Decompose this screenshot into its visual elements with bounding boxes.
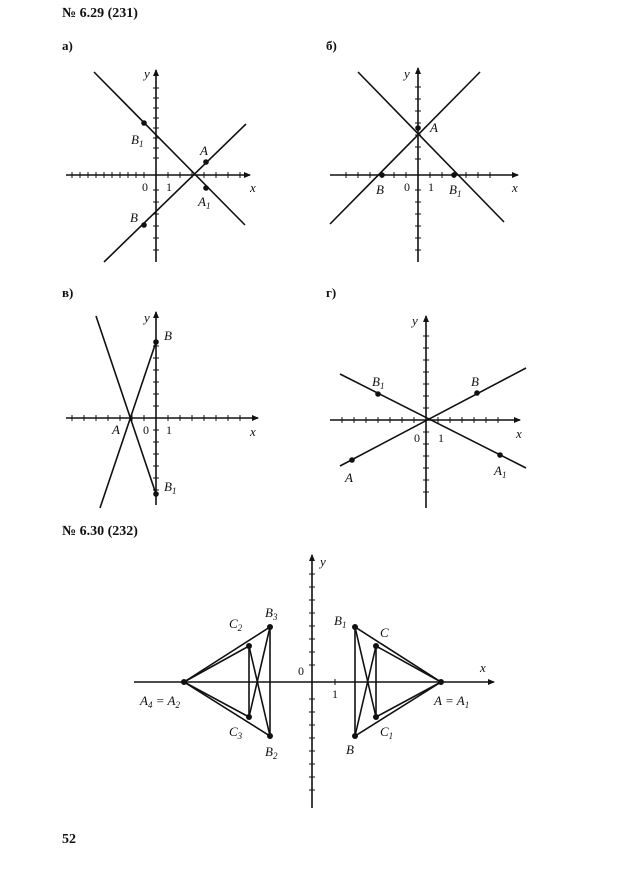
- graph-v-line-1: [96, 316, 156, 494]
- page-number: 52: [62, 832, 76, 847]
- graph-630-label-C: C: [380, 625, 389, 640]
- graph-g-point-B: [474, 390, 480, 396]
- problem-6-29-title: № 6.29 (231): [62, 6, 138, 21]
- graph-a-point-B1: [141, 120, 147, 126]
- graph-v-origin-label: 0: [143, 423, 149, 437]
- graph-630-point-C: [373, 643, 379, 649]
- graph-b-line-2: [358, 72, 504, 222]
- graph-630-point-A: [438, 679, 444, 685]
- graph-630-point-C3: [246, 714, 252, 720]
- graph-g-label-A: A: [345, 470, 353, 485]
- graph-a-points: [141, 120, 209, 228]
- graph-a: [66, 70, 250, 262]
- problem-6-30-title: № 6.30 (232): [62, 524, 138, 539]
- graph-v-label-A: A: [112, 422, 120, 437]
- graph-630-label-C3: $C_3$: [229, 724, 243, 741]
- graph-v-x-label: x: [250, 424, 256, 439]
- graph-630-label-B: B: [346, 742, 354, 757]
- graph-a-label-A1: $A_1$: [198, 194, 211, 211]
- graph-g: [330, 316, 526, 508]
- graph-b-label-A: A: [430, 120, 438, 135]
- graph-g-unit-label: 1: [438, 431, 444, 445]
- graph-b-point-B: [379, 172, 385, 178]
- graph-v-label-B: B: [164, 328, 172, 343]
- graph-630-origin-label: 0: [298, 664, 304, 678]
- graph-630-label-A4-eq-A2: $A_4 = A_2$: [140, 693, 180, 710]
- graph-v-point-B: [153, 339, 159, 345]
- graph-a-line-1: [94, 72, 245, 225]
- graph-630-point-B2: [267, 733, 273, 739]
- graph-630-point-B3: [267, 624, 273, 630]
- graph-a-label-B: B: [130, 210, 138, 225]
- graph-v: [66, 312, 258, 508]
- graph-b-x-label: x: [512, 180, 518, 195]
- left-segment-B2-C2: [249, 646, 270, 736]
- graph-g-point-A1: [497, 452, 503, 458]
- left-segment-B3-C3: [249, 627, 270, 717]
- graph-g-point-B1: [375, 391, 381, 397]
- graph-630-label-C1: $C_1$: [380, 724, 394, 741]
- graph-630-point-A2: [181, 679, 187, 685]
- graph-g-label-A1: $A_1$: [494, 463, 507, 480]
- graph-a-label-A: A: [200, 143, 208, 158]
- graph-v-unit-label: 1: [166, 423, 172, 437]
- graph-630-point-B1: [352, 624, 358, 630]
- graph-630-point-C2: [246, 643, 252, 649]
- graph-a-x-label: x: [250, 180, 256, 195]
- graph-630-point-C1: [373, 714, 379, 720]
- graph-630-label-B3: $B_3$: [265, 605, 278, 622]
- graph-v-label-B1: $B_1$: [164, 479, 177, 496]
- graph-630-y-label: y: [320, 554, 326, 569]
- graph-a-y-label: y: [144, 66, 150, 81]
- graph-630-unit-label: 1: [332, 687, 338, 701]
- graph-630-label-A-eq-A1: $A = A_1$: [434, 693, 470, 710]
- right-segment-B1-C1: [355, 627, 376, 717]
- part-g-label: г): [326, 285, 337, 300]
- graph-g-y-label: y: [412, 313, 418, 328]
- graph-b-point-A: [415, 125, 421, 131]
- graph-a-origin-label: 0: [142, 180, 148, 194]
- part-v-label: в): [62, 285, 74, 300]
- graph-b: [330, 68, 518, 262]
- graph-g-label-B: B: [471, 374, 479, 389]
- graph-a-label-B1: $B_1$: [131, 132, 144, 149]
- graph-a-point-A1: [203, 185, 209, 191]
- graph-a-point-B: [141, 222, 147, 228]
- graph-630-label-B1: $B_1$: [334, 613, 347, 630]
- graph-v-y-label: y: [144, 310, 150, 325]
- graph-g-x-label: x: [516, 426, 522, 441]
- part-a-label: а): [62, 38, 73, 53]
- graph-630-x-label: x: [480, 660, 486, 675]
- graph-630-label-B2: $B_2$: [265, 744, 278, 761]
- right-segment-B-C: [355, 646, 376, 736]
- graph-630-label-C2: $C_2$: [229, 616, 243, 633]
- graph-a-line-2: [104, 124, 246, 262]
- graph-g-point-A: [349, 457, 355, 463]
- graph-a-point-A: [203, 159, 209, 165]
- graph-a-unit-label: 1: [166, 180, 172, 194]
- graph-b-point-B1: [451, 172, 457, 178]
- graph-v-point-B1: [153, 491, 159, 497]
- graph-b-label-B: B: [376, 182, 384, 197]
- graph-630-point-B: [352, 733, 358, 739]
- graph-b-line-1: [330, 72, 480, 224]
- graph-b-y-label: y: [404, 66, 410, 81]
- graph-g-label-B1: $B_1$: [372, 374, 385, 391]
- part-b-label: б): [326, 38, 337, 53]
- graph-b-unit-label: 1: [428, 180, 434, 194]
- graph-b-origin-label: 0: [404, 180, 410, 194]
- graph-b-label-B1: $B_1$: [449, 182, 462, 199]
- graph-g-origin-label: 0: [414, 431, 420, 445]
